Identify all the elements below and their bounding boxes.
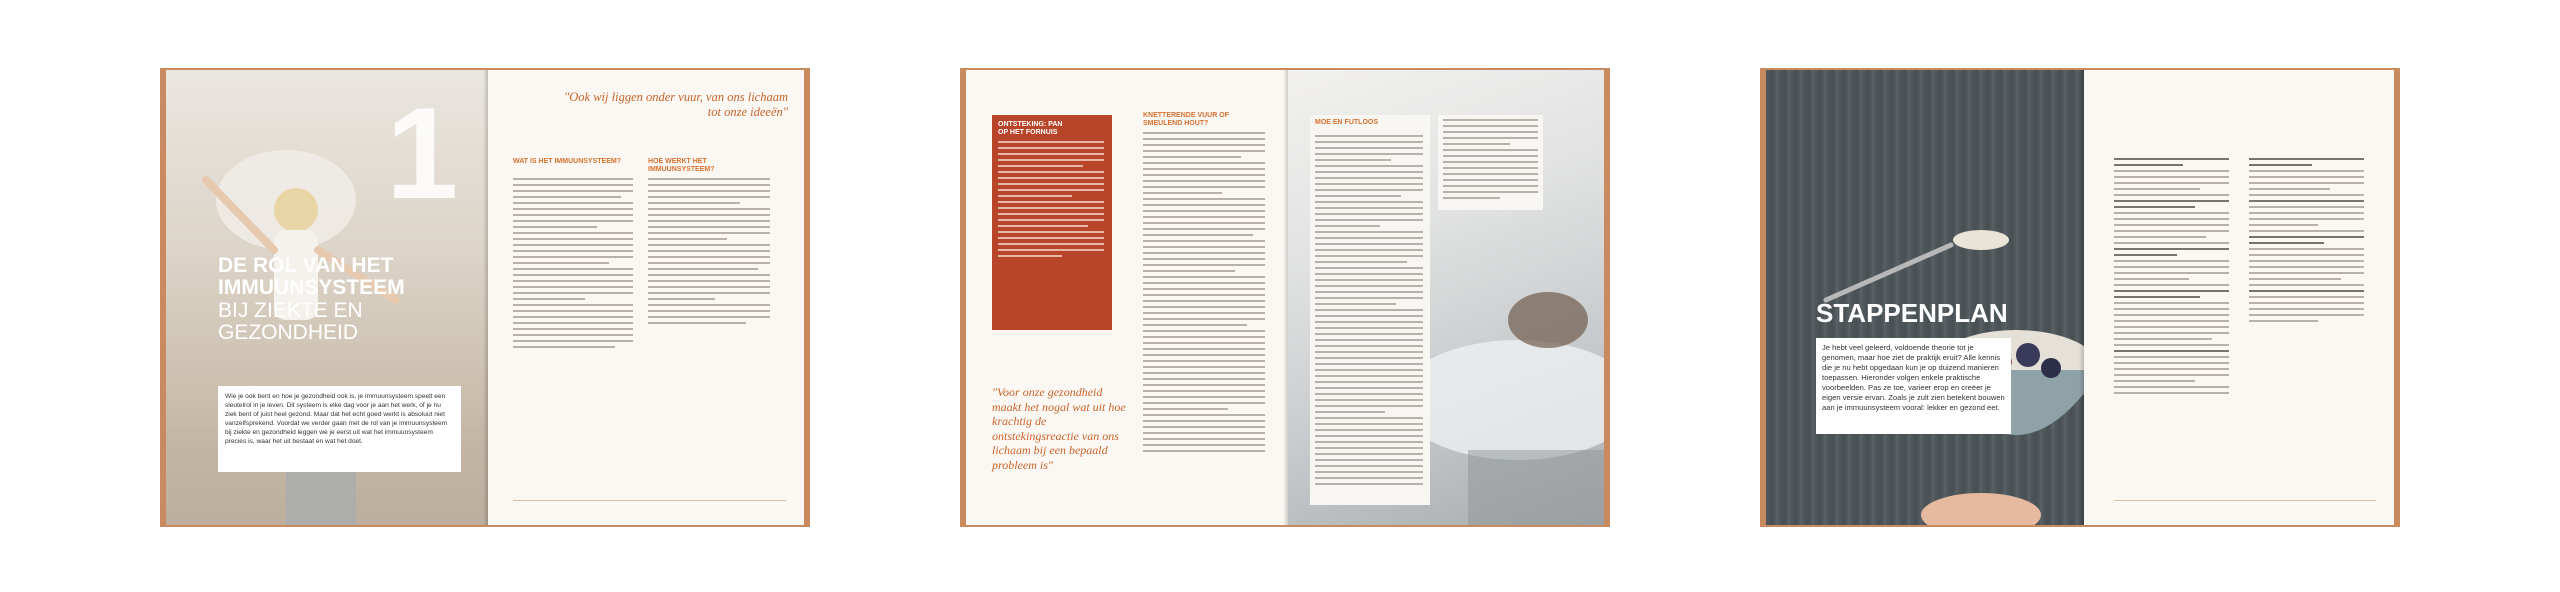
intro-text: Je hebt veel geleerd, voldoende theorie tot je genomen, maar hoe ziet de praktijk eruit? Alle kennis die je nu hebt opgedaan kun je op duizend manieren toepassen. Hieronder volgen enkele praktische voorbeelden. Pas ze toe, varieer erop en creëer je eigen versie ervan. Zoals je zult zien betekent bouwen aan je immuunsysteem vooral: lekker en gezond eet. bbox=[1822, 343, 2005, 412]
right-page bbox=[488, 70, 804, 525]
left-page bbox=[966, 70, 1288, 525]
info-box-heading: ONTSTEKING: PAN OP HET FORNUIS bbox=[998, 121, 1063, 136]
footer-rule bbox=[513, 500, 786, 501]
chapter-title-bold: DE ROL VAN HET IMMUUNSYSTEEM bbox=[218, 254, 405, 299]
spread-2 bbox=[960, 70, 1610, 525]
chapter-title-light: BIJ ZIEKTE EN GEZONDHEID bbox=[218, 299, 363, 344]
col2-body-text bbox=[648, 178, 770, 328]
chapter-number: 1 bbox=[386, 80, 459, 226]
pull-quote: "Voor onze gezondheid maakt het nogal wat uit hoe krachtig de ontstekingsreactie van ons lichaam bij een bepaald probleem is" bbox=[992, 385, 1126, 472]
panel-heading: MOE EN FUTLOOS bbox=[1315, 119, 1378, 126]
info-box bbox=[992, 115, 1112, 330]
right-page bbox=[2084, 70, 2394, 525]
intro-box bbox=[218, 386, 461, 472]
chapter-title: STAPPENPLAN bbox=[1816, 298, 2008, 328]
col2-body-text bbox=[2249, 158, 2364, 326]
intro-box bbox=[1816, 338, 2011, 434]
col1-body-text bbox=[2114, 158, 2229, 398]
column-body-text bbox=[1143, 132, 1265, 456]
side-text-panel bbox=[1438, 115, 1543, 210]
side-panel-text bbox=[1443, 119, 1538, 203]
panel-body-text bbox=[1315, 135, 1423, 489]
intro-text: Wie je ook bent en hoe je gezondheid ook is, je immuunsysteem speelt een sleutelrol in je leven. Dit systeem is elke dag voor je aan het werk, of je nu ziek bent of juist heel gezond. Maar dat het echt goed werkt is absoluut niet vanzelfsprekend. Voordat we verder gaan met de rol van je immuunsysteem bij ziekte en gezondheid leggen we je eerst uit wat het immuunsysteem precies is, waar het uit bestaat en wat het doet. bbox=[225, 393, 448, 445]
pull-quote: "Ook wij liggen onder vuur, van ons lichaam tot onze ideeën" bbox=[564, 90, 788, 119]
col1-body-text bbox=[513, 178, 633, 352]
info-box-text bbox=[998, 141, 1104, 261]
spread-1 bbox=[160, 70, 810, 525]
right-page bbox=[1288, 70, 1604, 525]
col2-heading: HOE WERKT HET IMMUUNSYSTEEM? bbox=[648, 158, 715, 173]
left-page bbox=[166, 70, 488, 525]
spread-3 bbox=[1760, 70, 2400, 525]
col1-heading: WAT IS HET IMMUUNSYSTEEM? bbox=[513, 158, 621, 165]
text-panel bbox=[1310, 115, 1430, 505]
footer-rule bbox=[2114, 500, 2376, 501]
left-page bbox=[1766, 70, 2084, 525]
column-heading: KNETTERENDE VUUR OF SMEULEND HOUT? bbox=[1143, 112, 1229, 127]
